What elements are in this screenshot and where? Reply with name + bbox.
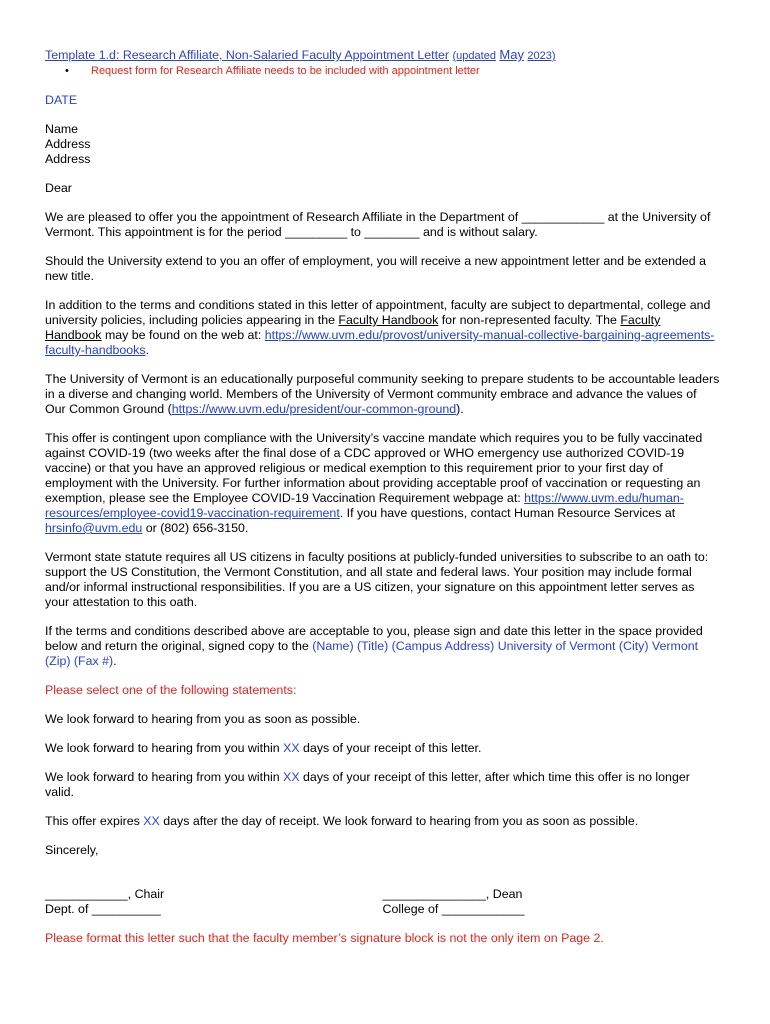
option-3-days-placeholder: XX (283, 770, 300, 784)
paragraph-oath: Vermont state statute requires all US citizens in faculty positions at publicly-funded universities to subscribe to an oath to: support the US Constitution, the Vermont Constitution, and all state and federal laws. Your position may include formal and/or informal instructional responsibilities. If you are a US citizen, your signature on this appointment letter serves as your attestation to this oath. (45, 550, 709, 609)
faculty-handbook-ref-1: Faculty Handbook (338, 313, 439, 327)
paragraph-vaccine (45, 431, 720, 536)
return-address-placeholder: (Name) (Title) (Campus Address) University of Vermont (City) Vermont (Zip) (Fax #) (45, 639, 699, 668)
bullet-note (45, 64, 720, 79)
option-3-text-2: days of your receipt of this letter, after which time this offer is no longer valid. (45, 770, 690, 799)
statement-option-1: We look forward to hearing from you as soon as possible. (45, 712, 361, 726)
statement-option-2 (45, 741, 720, 756)
address-line-1: Address (45, 137, 91, 151)
address-block (45, 122, 720, 167)
address-name: Name (45, 122, 79, 136)
select-instruction: Please select one of the following statements: (45, 683, 297, 697)
return-text-1: If the terms and conditions described above are acceptable to you, please sign and date this letter in the space provided below and return the original, signed copy to the (45, 624, 703, 653)
updated-month: May (499, 47, 524, 62)
signature-block (45, 887, 720, 917)
vaccination-requirement-link[interactable]: https://www.uvm.edu/human-resources/employee-covid19-vaccination-requirement (45, 491, 684, 520)
option-4-text-1: This offer expires (45, 814, 144, 828)
vaccine-text-1: This offer is contingent upon compliance with the University’s vaccine mandate which requires you to be fully vaccinated against COVID-19 (two weeks after the final dose of a CDC approved or WHO emergency use authorized COVID-19 vaccine) or that you have an approved religious or medical exemption to this requirement prior to your first day of employment with the University. For further information about providing acceptable proof of vaccination or requesting an exemption, please see the Employee COVID-19 Vaccination Requirement webpage at: (45, 431, 703, 505)
template-title: Template 1.d: Research Affiliate, Non-Salaried Faculty Appointment Letter (45, 48, 450, 62)
terms-text-2: for non-represented faculty. The (438, 313, 621, 327)
option-2-text-2: days of your receipt of this letter. (299, 741, 482, 755)
paragraph-extend: Should the University extend to you an offer of employment, you will receive a new appointment letter and be extended a new title. (45, 254, 706, 283)
community-text-2: ). (456, 402, 464, 416)
terms-text-3: may be found on the web at: (101, 328, 265, 342)
option-4-text-2: days after the day of receipt. We look forward to hearing from you as soon as possible. (159, 814, 639, 828)
dean-signature-line: _______________, Dean (382, 887, 523, 901)
option-2-text-1: We look forward to hearing from you within (45, 741, 284, 755)
updated-suffix: 2023) (527, 50, 556, 62)
date-placeholder: DATE (45, 93, 78, 107)
common-ground-link[interactable]: https://www.uvm.edu/president/our-common-ground (171, 402, 457, 416)
faculty-handbook-ref-2: Faculty Handbook (45, 313, 661, 342)
return-text-2: . (113, 654, 117, 668)
paragraph-community (45, 372, 720, 417)
request-form-note: Request form for Research Affiliate needs to be included with appointment letter (91, 65, 480, 77)
hr-email-link[interactable]: hrsinfo@uvm.edu (45, 521, 143, 535)
bullet-icon: • (65, 65, 69, 77)
updated-prefix: (updated (452, 50, 496, 62)
terms-text-4: . (145, 343, 150, 357)
dean-signature (383, 887, 721, 917)
paragraph-return (45, 624, 720, 669)
statement-option-4 (45, 814, 720, 829)
terms-text-1: In addition to the terms and conditions stated in this letter of appointment, faculty are subject to departmental, college and university policies, including policies appearing in the (45, 298, 711, 327)
footer-format-note: Please format this letter such that the faculty member’s signature block is not the only item on Page 2. (45, 931, 604, 945)
handbook-link[interactable]: https://www.uvm.edu/provost/university-manual-collective-bargaining-agreements-faculty-handbooks (45, 328, 715, 357)
paragraph-offer: We are pleased to offer you the appointment of Research Affiliate in the Department of ____________ at the University of Vermont. This appointment is for the period _________ to ________ and is without salary. (45, 210, 711, 239)
vaccine-text-3: or (802) 656-3150. (142, 521, 249, 535)
chair-signature (45, 887, 383, 917)
address-line-2: Address (45, 152, 91, 166)
statement-option-3 (45, 770, 720, 800)
option-4-days-placeholder: XX (143, 814, 160, 828)
template-header (45, 47, 720, 64)
chair-signature-line: ____________, Chair (45, 887, 165, 901)
salutation: Dear (45, 181, 72, 195)
dean-college: College of ____________ (382, 902, 525, 916)
paragraph-terms (45, 298, 720, 358)
option-2-days-placeholder: XX (283, 741, 300, 755)
vaccine-text-2: . If you have questions, contact Human Resource Services at (339, 506, 676, 520)
option-3-text-1: We look forward to hearing from you within (45, 770, 284, 784)
closing: Sincerely, (45, 843, 99, 857)
chair-department: Dept. of __________ (45, 902, 161, 916)
community-text-1: The University of Vermont is an educationally purposeful community seeking to prepare students to be accountable leaders in a diverse and changing world. Members of the University of Vermont community embrace and advance the values of Our Common Ground ( (45, 372, 720, 416)
